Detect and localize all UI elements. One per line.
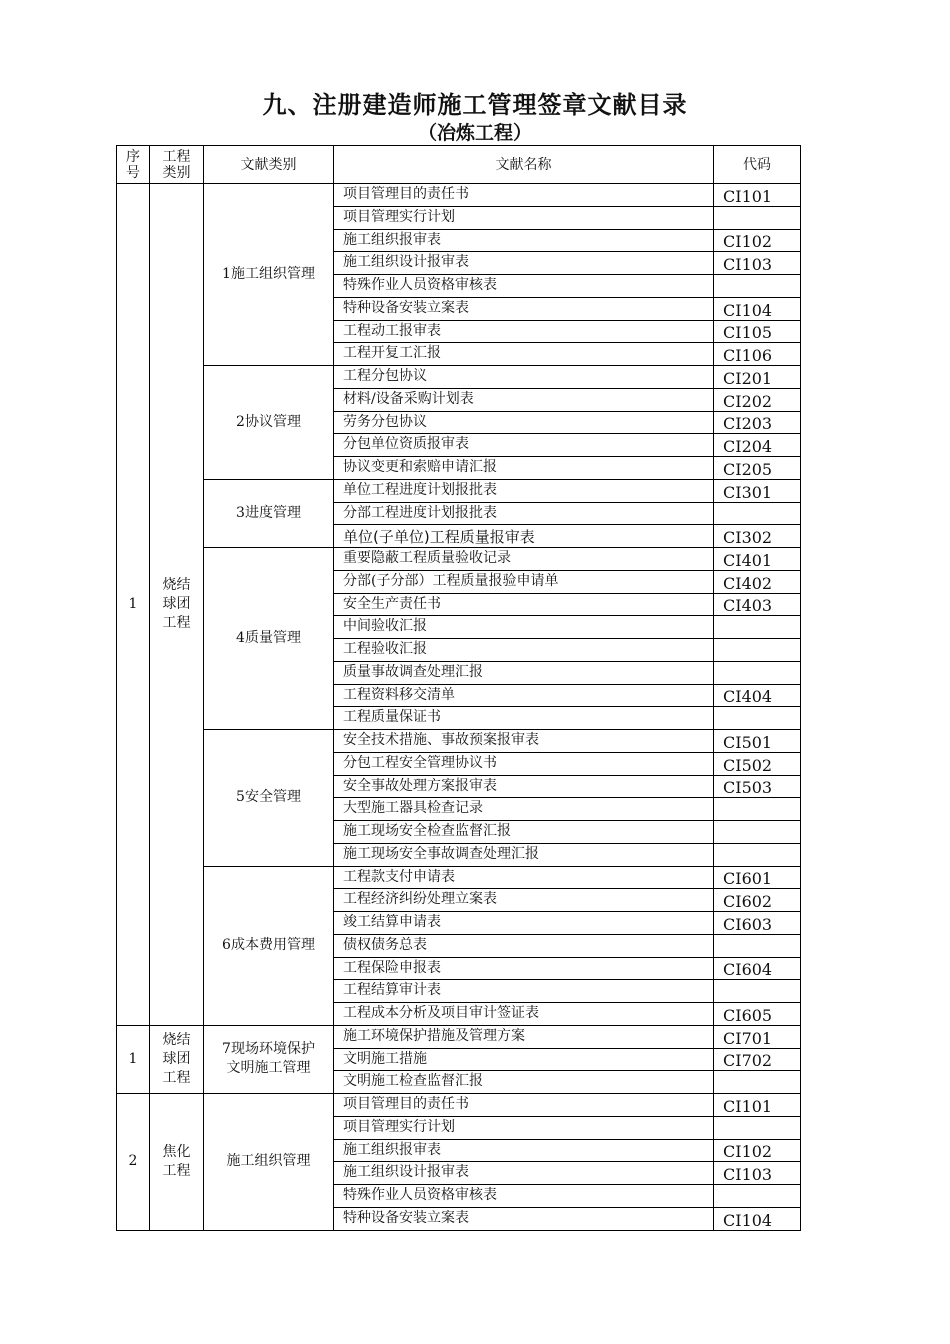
document-name: 施工现场安全检查监督汇报 — [334, 821, 714, 844]
document-category: 6成本费用管理 — [204, 866, 334, 1025]
document-code: CI402 — [714, 570, 801, 593]
table-row — [117, 1094, 801, 1117]
table-header-row — [117, 146, 801, 184]
document-name: 债权债务总表 — [334, 934, 714, 957]
document-name: 特种设备安装立案表 — [334, 1207, 714, 1230]
document-code: CI203 — [714, 411, 801, 434]
document-name: 工程验收汇报 — [334, 639, 714, 662]
document-name: 工程经济纠纷处理立案表 — [334, 889, 714, 912]
document-code — [714, 821, 801, 844]
table-row — [117, 730, 801, 753]
document-code — [714, 980, 801, 1003]
catalog-table — [116, 145, 801, 1231]
table-row — [117, 184, 801, 207]
document-code — [714, 1185, 801, 1208]
document-name: 协议变更和索赔申请汇报 — [334, 457, 714, 480]
document-name: 项目管理实行计划 — [334, 1116, 714, 1139]
document-code: CI103 — [714, 252, 801, 275]
document-code: CI601 — [714, 866, 801, 889]
document-code — [714, 616, 801, 639]
document-code — [714, 707, 801, 730]
document-name: 中间验收汇报 — [334, 616, 714, 639]
document-category: 4质量管理 — [204, 548, 334, 730]
document-name: 特种设备安装立案表 — [334, 297, 714, 320]
document-code: CI202 — [714, 388, 801, 411]
document-code — [714, 206, 801, 229]
group-number: 1 — [117, 184, 150, 1026]
document-code: CI104 — [714, 1207, 801, 1230]
document-name: 施工现场安全事故调查处理汇报 — [334, 843, 714, 866]
table-row — [117, 866, 801, 889]
document-code — [714, 1116, 801, 1139]
document-name: 施工组织报审表 — [334, 1139, 714, 1162]
document-category: 3进度管理 — [204, 479, 334, 547]
document-category: 施工组织管理 — [204, 1094, 334, 1231]
document-name: 工程资料移交清单 — [334, 684, 714, 707]
document-name: 文明施工措施 — [334, 1048, 714, 1071]
document-name: 项目管理实行计划 — [334, 206, 714, 229]
document-code: CI702 — [714, 1048, 801, 1071]
document-name: 分部(子分部）工程质量报验申请单 — [334, 570, 714, 593]
project-type: 烧结球团工程 — [150, 184, 204, 1026]
document-name: 质量事故调查处理汇报 — [334, 661, 714, 684]
document-name: 施工组织设计报审表 — [334, 1162, 714, 1185]
group-number: 2 — [117, 1094, 150, 1231]
header-name: 文献名称 — [334, 146, 714, 184]
document-code: CI401 — [714, 548, 801, 571]
group-number: 1 — [117, 1025, 150, 1093]
document-category: 7现场环境保护文明施工管理 — [204, 1025, 334, 1093]
document-code: CI503 — [714, 775, 801, 798]
project-type: 烧结球团工程 — [150, 1025, 204, 1093]
document-code: CI106 — [714, 343, 801, 366]
table-row — [117, 479, 801, 502]
document-name: 文明施工检查监督汇报 — [334, 1071, 714, 1094]
document-code: CI602 — [714, 889, 801, 912]
document-name: 竣工结算申请表 — [334, 912, 714, 935]
document-name: 单位(子单位)工程质量报审表 — [334, 525, 714, 548]
document-code: CI204 — [714, 434, 801, 457]
document-name: 项目管理目的责任书 — [334, 1094, 714, 1117]
document-code: CI404 — [714, 684, 801, 707]
document-name: 分包工程安全管理协议书 — [334, 752, 714, 775]
document-name: 安全技术措施、事故预案报审表 — [334, 730, 714, 753]
document-name: 工程结算审计表 — [334, 980, 714, 1003]
document-code: CI103 — [714, 1162, 801, 1185]
document-name: 材料/设备采购计划表 — [334, 388, 714, 411]
document-category: 1施工组织管理 — [204, 184, 334, 366]
table-row — [117, 548, 801, 571]
document-code — [714, 502, 801, 525]
document-name: 施工组织设计报审表 — [334, 252, 714, 275]
document-code — [714, 934, 801, 957]
document-name: 项目管理目的责任书 — [334, 184, 714, 207]
document-name: 工程分包协议 — [334, 366, 714, 389]
document-code: CI205 — [714, 457, 801, 480]
document-code: CI603 — [714, 912, 801, 935]
document-name: 工程开复工汇报 — [334, 343, 714, 366]
document-code: CI101 — [714, 184, 801, 207]
table-row — [117, 1025, 801, 1048]
document-category: 5安全管理 — [204, 730, 334, 867]
header-no: 序号 — [117, 146, 150, 184]
document-name: 分包单位资质报审表 — [334, 434, 714, 457]
document-code: CI302 — [714, 525, 801, 548]
document-code: CI301 — [714, 479, 801, 502]
document-name: 特殊作业人员资格审核表 — [334, 1185, 714, 1208]
document-code: CI701 — [714, 1025, 801, 1048]
document-code: CI201 — [714, 366, 801, 389]
document-code — [714, 275, 801, 298]
table-row — [117, 366, 801, 389]
document-code: CI501 — [714, 730, 801, 753]
document-code: CI105 — [714, 320, 801, 343]
document-name: 工程保险申报表 — [334, 957, 714, 980]
document-code: CI102 — [714, 1139, 801, 1162]
document-code — [714, 661, 801, 684]
document-code — [714, 1071, 801, 1094]
document-name: 分部工程进度计划报批表 — [334, 502, 714, 525]
document-name: 施工组织报审表 — [334, 229, 714, 252]
document-code: CI502 — [714, 752, 801, 775]
catalog-body — [117, 184, 801, 1231]
document-code: CI101 — [714, 1094, 801, 1117]
document-name: 施工环境保护措施及管理方案 — [334, 1025, 714, 1048]
document-code — [714, 843, 801, 866]
header-category: 文献类别 — [204, 146, 334, 184]
document-category: 2协议管理 — [204, 366, 334, 480]
document-name: 特殊作业人员资格审核表 — [334, 275, 714, 298]
page-subtitle: （冶炼工程） — [417, 122, 532, 144]
project-type: 焦化工程 — [150, 1094, 204, 1231]
document-code: CI104 — [714, 297, 801, 320]
header-code: 代码 — [714, 146, 801, 184]
document-code: CI604 — [714, 957, 801, 980]
document-name: 工程动工报审表 — [334, 320, 714, 343]
document-name: 工程款支付申请表 — [334, 866, 714, 889]
document-code: CI102 — [714, 229, 801, 252]
document-code — [714, 639, 801, 662]
header-type: 工程类别 — [150, 146, 204, 184]
document-name: 工程质量保证书 — [334, 707, 714, 730]
document-name: 劳务分包协议 — [334, 411, 714, 434]
document-code: CI403 — [714, 593, 801, 616]
document-code: CI605 — [714, 1003, 801, 1026]
document-name: 大型施工器具检查记录 — [334, 798, 714, 821]
document-code — [714, 798, 801, 821]
document-name: 工程成本分析及项目审计签证表 — [334, 1003, 714, 1026]
document-name: 单位工程进度计划报批表 — [334, 479, 714, 502]
document-name: 安全事故处理方案报审表 — [334, 775, 714, 798]
document-name: 安全生产责任书 — [334, 593, 714, 616]
document-name: 重要隐蔽工程质量验收记录 — [334, 548, 714, 571]
page-title: 九、注册建造师施工管理签章文献目录 — [262, 91, 688, 119]
